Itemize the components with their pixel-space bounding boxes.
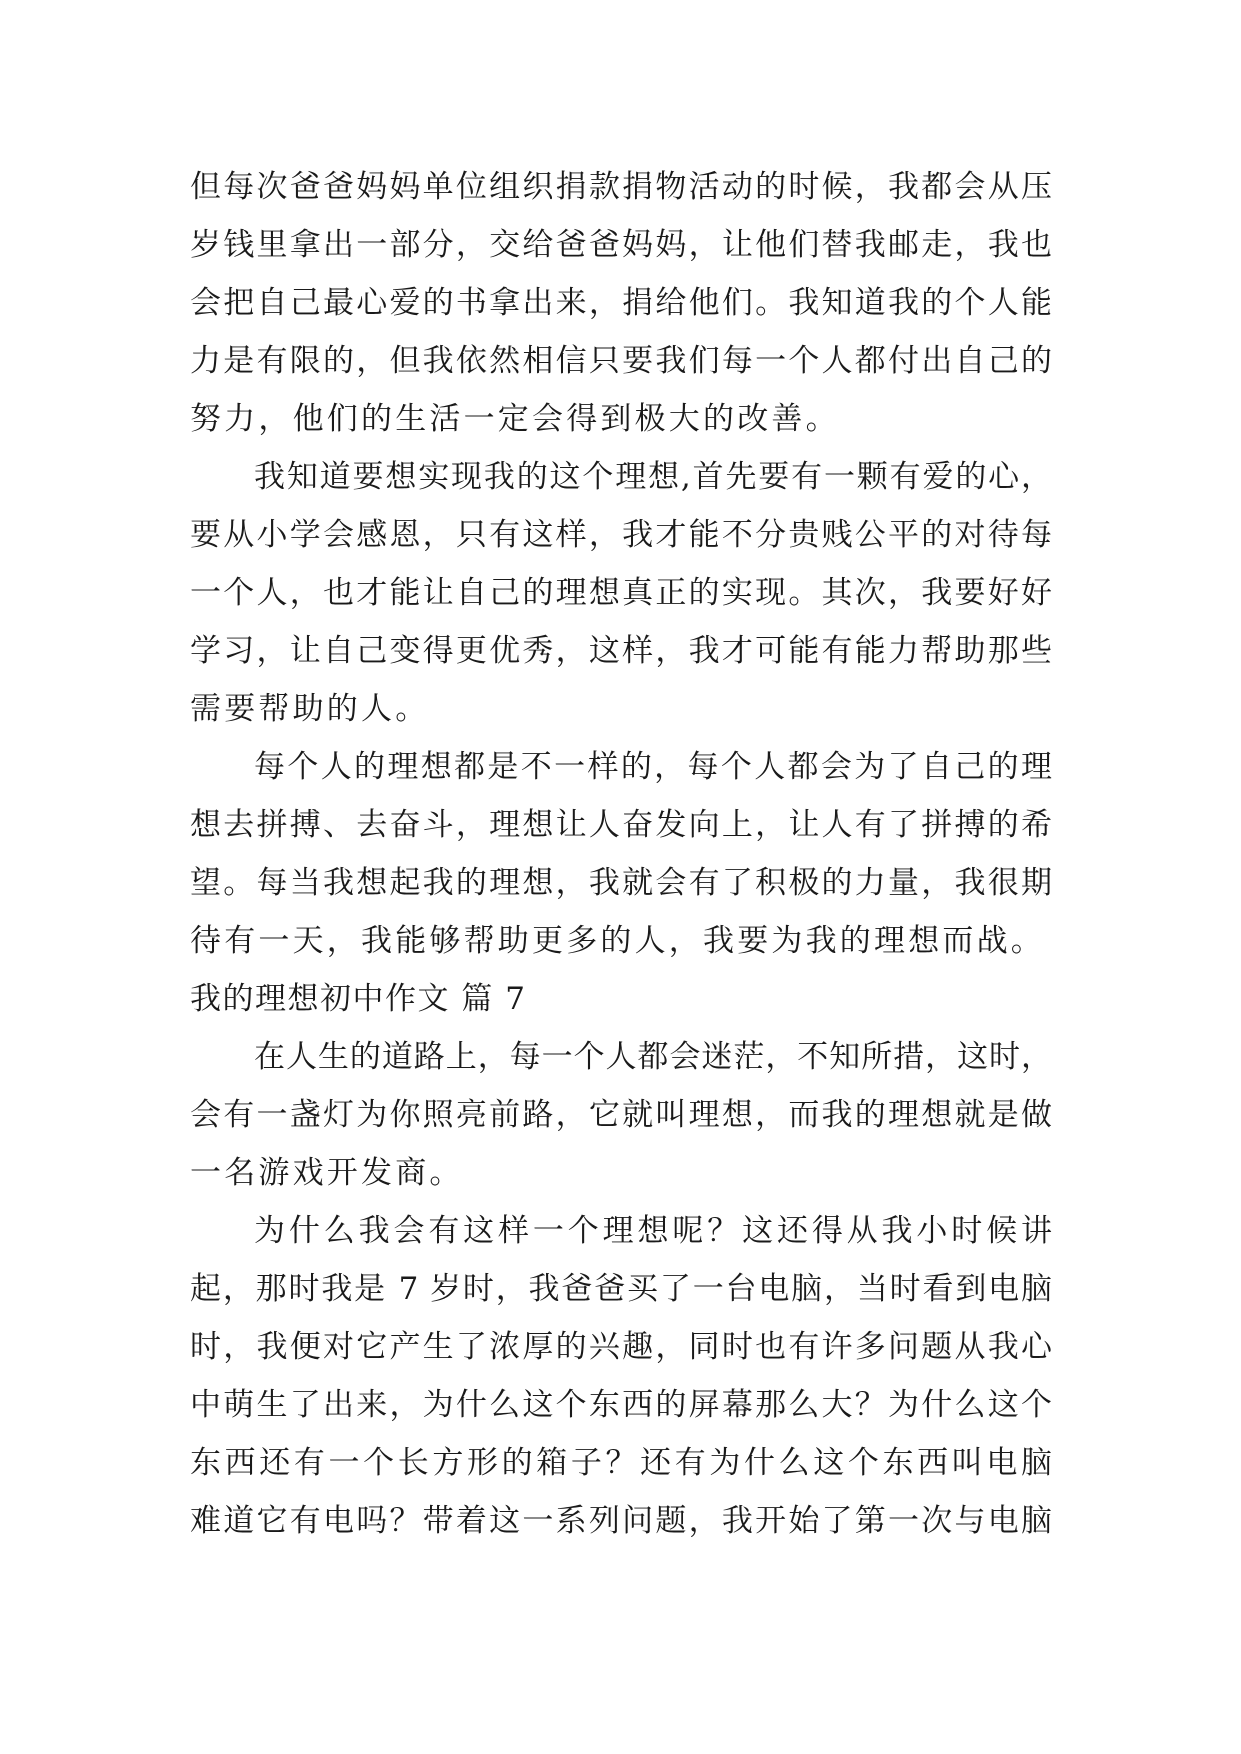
- paragraph-start-line: 为什么我会有这样一个理想呢？这还得从我小时候讲: [254, 1213, 1052, 1249]
- text-line: 待有一天，我能够帮助更多的人，我要为我的理想而战。: [190, 923, 1045, 959]
- text-line: 望。每当我想起我的理想，我就会有了积极的力量，我很期: [190, 865, 1052, 901]
- text-line: 要从小学会感恩，只有这样，我才能不分贵贱公平的对待每: [190, 517, 1052, 553]
- text-line: 中萌生了出来，为什么这个东西的屏幕那么大？为什么这个: [190, 1387, 1052, 1423]
- text-line: 力是有限的，但我依然相信只要我们每一个人都付出自己的: [190, 343, 1052, 379]
- paragraph-start-line: 每个人的理想都是不一样的，每个人都会为了自己的理: [254, 749, 1052, 785]
- section-heading: 我的理想初中作文 篇 7: [190, 981, 527, 1017]
- text-line: 难道它有电吗？带着这一系列问题，我开始了第一次与电脑: [190, 1503, 1052, 1539]
- text-line: 会有一盏灯为你照亮前路，它就叫理想，而我的理想就是做: [190, 1097, 1052, 1133]
- paragraph-start-line: 在人生的道路上，每一个人都会迷茫，不知所措，这时，: [254, 1039, 1052, 1075]
- text-line: 起，那时我是 7 岁时，我爸爸买了一台电脑，当时看到电脑: [190, 1271, 1052, 1307]
- text-line: 需要帮助的人。: [190, 691, 430, 727]
- text-line: 一个人，也才能让自己的理想真正的实现。其次，我要好好: [190, 575, 1052, 611]
- document-page: [190, 158, 1052, 1550]
- text-line: 一名游戏开发商。: [190, 1155, 464, 1191]
- text-line: 努力，他们的生活一定会得到极大的改善。: [190, 401, 840, 437]
- text-line: 会把自己最心爱的书拿出来，捐给他们。我知道我的个人能: [190, 285, 1052, 321]
- text-line: 岁钱里拿出一部分，交给爸爸妈妈，让他们替我邮走，我也: [190, 227, 1052, 263]
- text-line: 想去拼搏、去奋斗，理想让人奋发向上，让人有了拼搏的希: [190, 807, 1052, 843]
- text-line: 学习，让自己变得更优秀，这样，我才可能有能力帮助那些: [190, 633, 1052, 669]
- text-line: 但每次爸爸妈妈单位组织捐款捐物活动的时候，我都会从压: [190, 169, 1052, 205]
- paragraph-start-line: 我知道要想实现我的这个理想,首先要有一颗有爱的心，: [254, 459, 1052, 495]
- text-line: 东西还有一个长方形的箱子？还有为什么这个东西叫电脑: [190, 1445, 1052, 1481]
- text-line: 时，我便对它产生了浓厚的兴趣，同时也有许多问题从我心: [190, 1329, 1052, 1365]
